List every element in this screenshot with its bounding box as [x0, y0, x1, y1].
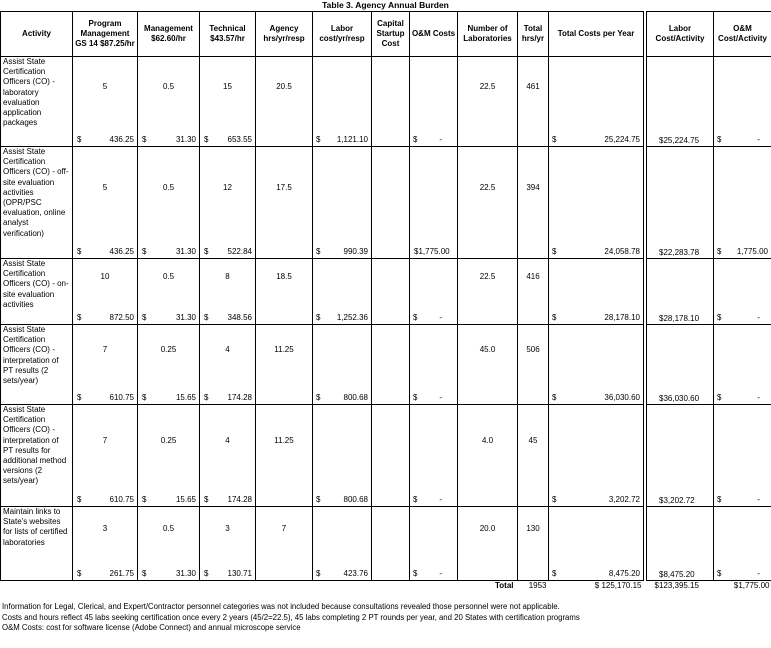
- dollar-sign: $: [413, 134, 418, 144]
- tech-hours: 4: [225, 345, 230, 354]
- total-hrs: 461: [526, 82, 540, 91]
- om-cost-activity: 1,775.00: [736, 246, 768, 256]
- labor-cost-cell-value: 423.76: [343, 568, 368, 578]
- col-management: Management $62.60/hr: [138, 12, 200, 57]
- number-of-labs-cell: [458, 147, 518, 259]
- mgmt-cost: 15.65: [175, 494, 196, 504]
- footnote: Information for Legal, Clerical, and Expert/Contractor personnel categories was not included because consultations revealed those personnel were not applicable.: [2, 602, 560, 611]
- total-costs-cell-value: 28,178.10: [604, 312, 640, 322]
- labor-cost-cell: [313, 57, 372, 147]
- om-cost-activity: -: [757, 134, 760, 144]
- labor-cost-activity-cell: [647, 147, 714, 259]
- side-table-row: [647, 259, 771, 325]
- om-cost-activity: -: [757, 568, 760, 578]
- om-cost-activity-cell: [714, 405, 771, 507]
- tech-cell: [200, 507, 256, 581]
- labor-cost-activity-cell: [647, 325, 714, 405]
- col-labor-cost: Labor cost/yr/resp: [313, 12, 372, 57]
- footnote: Costs and hours reflect 45 labs seeking certification once every 2 years (45/2=22.5), 45 labs completing 2 PT rounds per year, and 20 States with certification programs: [2, 612, 580, 622]
- om-cost-cell: [410, 259, 458, 325]
- mgmt-cell: [138, 57, 200, 147]
- dollar-sign: $: [316, 312, 321, 322]
- activity-cell: Assist State Certification Officers (CO) - off-site evaluation activities (OPR/PSC evaluation, online analyst verification): [1, 147, 73, 259]
- mgmt-cell: [138, 405, 200, 507]
- side-table-row: [647, 507, 771, 581]
- agency-hrs-cell: [256, 57, 313, 147]
- col-technical: Technical $43.57/hr: [200, 12, 256, 57]
- capital-cost-cell: [372, 57, 410, 147]
- total-costs-cell: [549, 259, 644, 325]
- number-of-labs: 22.5: [479, 272, 496, 281]
- agency-hrs: 7: [281, 524, 287, 533]
- dollar-sign: $: [142, 246, 147, 256]
- om-cost-activity-cell: [714, 259, 771, 325]
- dollar-sign: $: [142, 312, 147, 322]
- dollar-sign: $: [142, 568, 147, 578]
- dollar-sign: $: [316, 134, 321, 144]
- dollar-sign: $: [413, 392, 418, 402]
- labor-cost-cell-value: 800.68: [343, 392, 368, 402]
- om-cost-cell-value: -: [439, 568, 442, 578]
- om-cost-cell: [410, 507, 458, 581]
- labor-cost-cell-value: 1,121.10: [336, 134, 368, 144]
- empty-cell: [1, 581, 73, 592]
- number-of-labs: 22.5: [479, 183, 496, 192]
- agency-hrs: 11.25: [274, 345, 294, 354]
- pm-hours: 5: [102, 183, 108, 192]
- side-table-row: [647, 147, 771, 259]
- capital-cost-cell: [372, 259, 410, 325]
- labor-cost-activity: $25,224.75: [659, 135, 700, 145]
- mgmt-hours: 0.5: [162, 82, 175, 91]
- pm-hours: 10: [100, 272, 110, 281]
- total-costs-cell-value: 3,202.72: [608, 494, 640, 504]
- per-activity-table: [646, 11, 771, 591]
- dollar-sign: $: [142, 494, 147, 504]
- mgmt-hours: 0.25: [160, 436, 177, 445]
- total-hrs: 130: [526, 524, 540, 533]
- col-total-costs: Total Costs per Year: [549, 12, 644, 57]
- om-cost-cell: [410, 57, 458, 147]
- col-om-costs: O&M Costs: [410, 12, 458, 57]
- number-of-labs-cell: [458, 259, 518, 325]
- empty-cell: [200, 581, 256, 592]
- number-of-labs: 20.0: [479, 524, 496, 533]
- dollar-sign: $: [552, 392, 557, 402]
- pm-cell: [73, 325, 138, 405]
- labor-cost-activity: $22,283.78: [659, 247, 700, 257]
- pm-hours: 7: [102, 436, 108, 445]
- om-cost-activity-cell: [714, 147, 771, 259]
- col-total-hrs: Total hrs/yr: [518, 12, 549, 57]
- dollar-sign: $: [204, 392, 209, 402]
- capital-cost-cell: [372, 405, 410, 507]
- dollar-sign: $: [204, 568, 209, 578]
- labor-cost-cell-value: 800.68: [343, 494, 368, 504]
- total-costs-cell-value: 24,058.78: [604, 246, 640, 256]
- labor-cost-activity-cell: [647, 405, 714, 507]
- dollar-sign: $: [717, 392, 722, 402]
- total-costs-cell-value: 25,224.75: [604, 134, 640, 144]
- dollar-sign: $: [77, 246, 82, 256]
- table-row: [1, 147, 644, 259]
- om-cost-activity: -: [757, 494, 760, 504]
- activity-cell: Maintain links to State's websites for lists of certified laboratories: [1, 507, 73, 581]
- side-table-row: [647, 405, 771, 507]
- om-cost-activity: -: [757, 312, 760, 322]
- total-costs-cell: [549, 507, 644, 581]
- dollar-sign: $: [142, 392, 147, 402]
- mgmt-hours: 0.5: [162, 272, 175, 281]
- empty-cell: [410, 581, 458, 592]
- total-hrs-cell: [518, 325, 549, 405]
- dollar-sign: $: [717, 312, 722, 322]
- labor-cost-cell: [313, 147, 372, 259]
- tech-cost: 653.55: [227, 134, 252, 144]
- pm-cost: 436.25: [109, 246, 134, 256]
- header-row: [1, 12, 644, 57]
- pm-cost: 872.50: [109, 312, 134, 322]
- activity-cell: Assist State Certification Officers (CO) - on-site evaluation activities: [1, 259, 73, 325]
- total-costs-cell: [549, 147, 644, 259]
- tech-cell: [200, 325, 256, 405]
- mgmt-hours: 0.5: [162, 183, 175, 192]
- agency-hrs-cell: [256, 259, 313, 325]
- pm-hours: 5: [102, 82, 108, 91]
- labor-cost-cell: [313, 325, 372, 405]
- table-title: Table 3. Agency Annual Burden: [322, 0, 449, 10]
- dollar-sign: $: [77, 494, 82, 504]
- agency-hrs-cell: [256, 507, 313, 581]
- mgmt-cost: 15.65: [175, 392, 196, 402]
- labor-cost-cell-value: 1,252.36: [336, 312, 368, 322]
- dollar-sign: $: [204, 246, 209, 256]
- total-costs-cell-value: 8,475.20: [608, 568, 640, 578]
- total-hrs: 506: [526, 345, 540, 354]
- col-program-management: Program Management GS 14 $87.25/hr: [73, 12, 138, 57]
- dollar-sign: $: [552, 312, 557, 322]
- pm-cell: [73, 405, 138, 507]
- footnotes: [2, 602, 767, 634]
- mgmt-cost: 31.30: [175, 312, 196, 322]
- number-of-labs-cell: [458, 57, 518, 147]
- tech-hours: 8: [225, 272, 230, 281]
- pm-cost: 610.75: [109, 494, 134, 504]
- om-cost-activity-cell: [714, 325, 771, 405]
- table-row: [1, 405, 644, 507]
- empty-cell: [138, 581, 200, 592]
- pm-cost: 610.75: [109, 392, 134, 402]
- total-hrs-cell: [518, 57, 549, 147]
- pm-cost: 436.25: [109, 134, 134, 144]
- col-capital-startup: Capital Startup Cost: [372, 12, 410, 57]
- dollar-sign: $: [413, 568, 418, 578]
- number-of-labs: 4.0: [481, 436, 494, 445]
- mgmt-cell: [138, 507, 200, 581]
- col-number-of-labs: Number of Laboratories: [458, 12, 518, 57]
- dollar-sign: $: [413, 494, 418, 504]
- mgmt-cell: [138, 259, 200, 325]
- total-hrs-cell: [518, 147, 549, 259]
- dollar-sign: $: [204, 134, 209, 144]
- tech-cell: [200, 57, 256, 147]
- pm-cell: [73, 147, 138, 259]
- side-header-row: [647, 12, 771, 57]
- tech-cost: 174.28: [227, 494, 252, 504]
- dollar-sign: $: [316, 246, 321, 256]
- side-table-row: [647, 57, 771, 147]
- om-cost-activity-cell: [714, 507, 771, 581]
- om-cost-cell: [410, 405, 458, 507]
- number-of-labs-cell: [458, 405, 518, 507]
- om-cost-activity: -: [757, 392, 760, 402]
- agency-hrs-cell: [256, 405, 313, 507]
- om-cost-cell-value: -: [439, 134, 442, 144]
- table-row: [1, 57, 644, 147]
- labor-cost-activity: $3,202.72: [659, 495, 695, 505]
- om-cost-cell-value: -: [439, 494, 442, 504]
- dollar-sign: $: [717, 246, 722, 256]
- table-row: [1, 507, 644, 581]
- om-cost-activity-sum: $1,775.00: [733, 581, 770, 590]
- number-of-labs-cell: [458, 507, 518, 581]
- empty-cell: [372, 581, 410, 592]
- dollar-sign: $: [316, 568, 321, 578]
- dollar-sign: $: [717, 134, 722, 144]
- labor-cost-activity-cell: [647, 259, 714, 325]
- total-costs-cell-value: 36,030.60: [604, 392, 640, 402]
- labor-cost-cell: [313, 507, 372, 581]
- tech-cell: [200, 147, 256, 259]
- dollar-sign: $: [552, 134, 557, 144]
- empty-cell: [313, 581, 372, 592]
- dollar-sign: $: [552, 568, 557, 578]
- agency-hrs: 11.25: [274, 436, 294, 445]
- dollar-sign: $: [316, 392, 321, 402]
- tech-hours: 3: [225, 524, 230, 533]
- pm-hours: 7: [102, 345, 108, 354]
- tech-cost: 130.71: [227, 568, 252, 578]
- om-cost-cell-value: -: [439, 392, 442, 402]
- side-totals-row: [647, 581, 771, 592]
- dollar-sign: $: [316, 494, 321, 504]
- total-hrs: 394: [526, 183, 540, 192]
- dollar-sign: $: [77, 134, 82, 144]
- labor-cost-activity: $36,030.60: [659, 393, 700, 403]
- table-row: [1, 325, 644, 405]
- dollar-sign: $: [552, 246, 557, 256]
- col-activity: Activity: [1, 12, 73, 57]
- agency-hrs-cell: [256, 147, 313, 259]
- number-of-labs-cell: [458, 325, 518, 405]
- mgmt-hours: 0.5: [162, 524, 175, 533]
- tech-hours: 12: [223, 183, 232, 192]
- dollar-sign: $: [413, 312, 418, 322]
- empty-cell: [256, 581, 313, 592]
- agency-hrs: 20.5: [276, 82, 292, 91]
- activity-cell: Assist State Certification Officers (CO) - interpretation of PT results (2 sets/year): [1, 325, 73, 405]
- labor-cost-activity-sum: $123,395.15: [654, 581, 699, 590]
- tech-hours: 4: [225, 436, 230, 445]
- burden-table: [0, 11, 644, 591]
- side-table-row: [647, 325, 771, 405]
- footnote: O&M Costs: cost for software license (Adobe Connect) and annual microscope service: [2, 623, 301, 633]
- capital-cost-cell: [372, 507, 410, 581]
- om-cost-cell-value: $1,775.00: [414, 246, 450, 256]
- pm-cost: 261.75: [109, 568, 134, 578]
- labor-cost-activity-cell: [647, 57, 714, 147]
- mgmt-cell: [138, 325, 200, 405]
- number-of-labs: 45.0: [479, 345, 496, 354]
- table-row: [1, 259, 644, 325]
- pm-cell: [73, 259, 138, 325]
- dollar-sign: $: [204, 312, 209, 322]
- tech-cost: 522.84: [227, 246, 252, 256]
- tech-cost: 174.28: [227, 392, 252, 402]
- total-hrs-cell: [518, 507, 549, 581]
- agency-hrs: 17.5: [276, 183, 292, 192]
- dollar-sign: $: [142, 134, 147, 144]
- tech-cost: 348.56: [227, 312, 252, 322]
- dollar-sign: $: [204, 494, 209, 504]
- dollar-sign: $: [552, 494, 557, 504]
- dollar-sign: $: [717, 568, 722, 578]
- empty-cell: [73, 581, 138, 592]
- total-hrs-cell: [518, 405, 549, 507]
- total-hrs-sum: 1953: [528, 581, 547, 590]
- total-costs-cell: [549, 57, 644, 147]
- agency-hrs: 18.5: [276, 272, 292, 281]
- capital-cost-cell: [372, 147, 410, 259]
- om-cost-cell-value: -: [439, 312, 442, 322]
- pm-cell: [73, 57, 138, 147]
- tech-hours: 15: [223, 82, 232, 91]
- totals-row: [1, 581, 644, 592]
- activity-cell: Assist State Certification Officers (CO) - interpretation of PT results for additional method versions (2 sets/year): [1, 405, 73, 507]
- total-costs-cell: [549, 405, 644, 507]
- total-costs-cell: [549, 325, 644, 405]
- mgmt-cost: 31.30: [175, 246, 196, 256]
- labor-cost-activity: $28,178.10: [659, 313, 700, 323]
- total-label: Total: [494, 581, 514, 590]
- total-hrs-cell: [518, 259, 549, 325]
- side-table-body: [647, 57, 771, 592]
- labor-cost-activity-cell: [647, 507, 714, 581]
- dollar-sign: $: [77, 392, 82, 402]
- total-costs-sum: $ 125,170.15: [594, 581, 642, 590]
- pm-cell: [73, 507, 138, 581]
- dollar-sign: $: [717, 494, 722, 504]
- table-body: [1, 57, 644, 592]
- pm-hours: 3: [102, 524, 108, 533]
- tech-cell: [200, 405, 256, 507]
- col-agency-hrs: Agency hrs/yr/resp: [256, 12, 313, 57]
- om-cost-cell: [410, 325, 458, 405]
- total-hrs: 45: [528, 436, 538, 445]
- om-cost-cell: [410, 147, 458, 259]
- number-of-labs: 22.5: [479, 82, 496, 91]
- col-om-cost-activity: O&M Cost/Activity: [714, 12, 771, 57]
- mgmt-cost: 31.30: [175, 568, 196, 578]
- om-cost-activity-cell: [714, 57, 771, 147]
- mgmt-cell: [138, 147, 200, 259]
- labor-cost-activity: $8,475.20: [659, 569, 695, 579]
- tech-cell: [200, 259, 256, 325]
- agency-hrs-cell: [256, 325, 313, 405]
- total-hrs: 416: [526, 272, 540, 281]
- activity-cell: Assist State Certification Officers (CO) - laboratory evaluation application packages: [1, 57, 73, 147]
- dollar-sign: $: [77, 312, 82, 322]
- labor-cost-cell: [313, 259, 372, 325]
- col-labor-cost-activity: Labor Cost/Activity: [647, 12, 714, 57]
- labor-cost-cell: [313, 405, 372, 507]
- capital-cost-cell: [372, 325, 410, 405]
- labor-cost-cell-value: 990.39: [343, 246, 368, 256]
- dollar-sign: $: [77, 568, 82, 578]
- mgmt-hours: 0.25: [160, 345, 177, 354]
- mgmt-cost: 31.30: [175, 134, 196, 144]
